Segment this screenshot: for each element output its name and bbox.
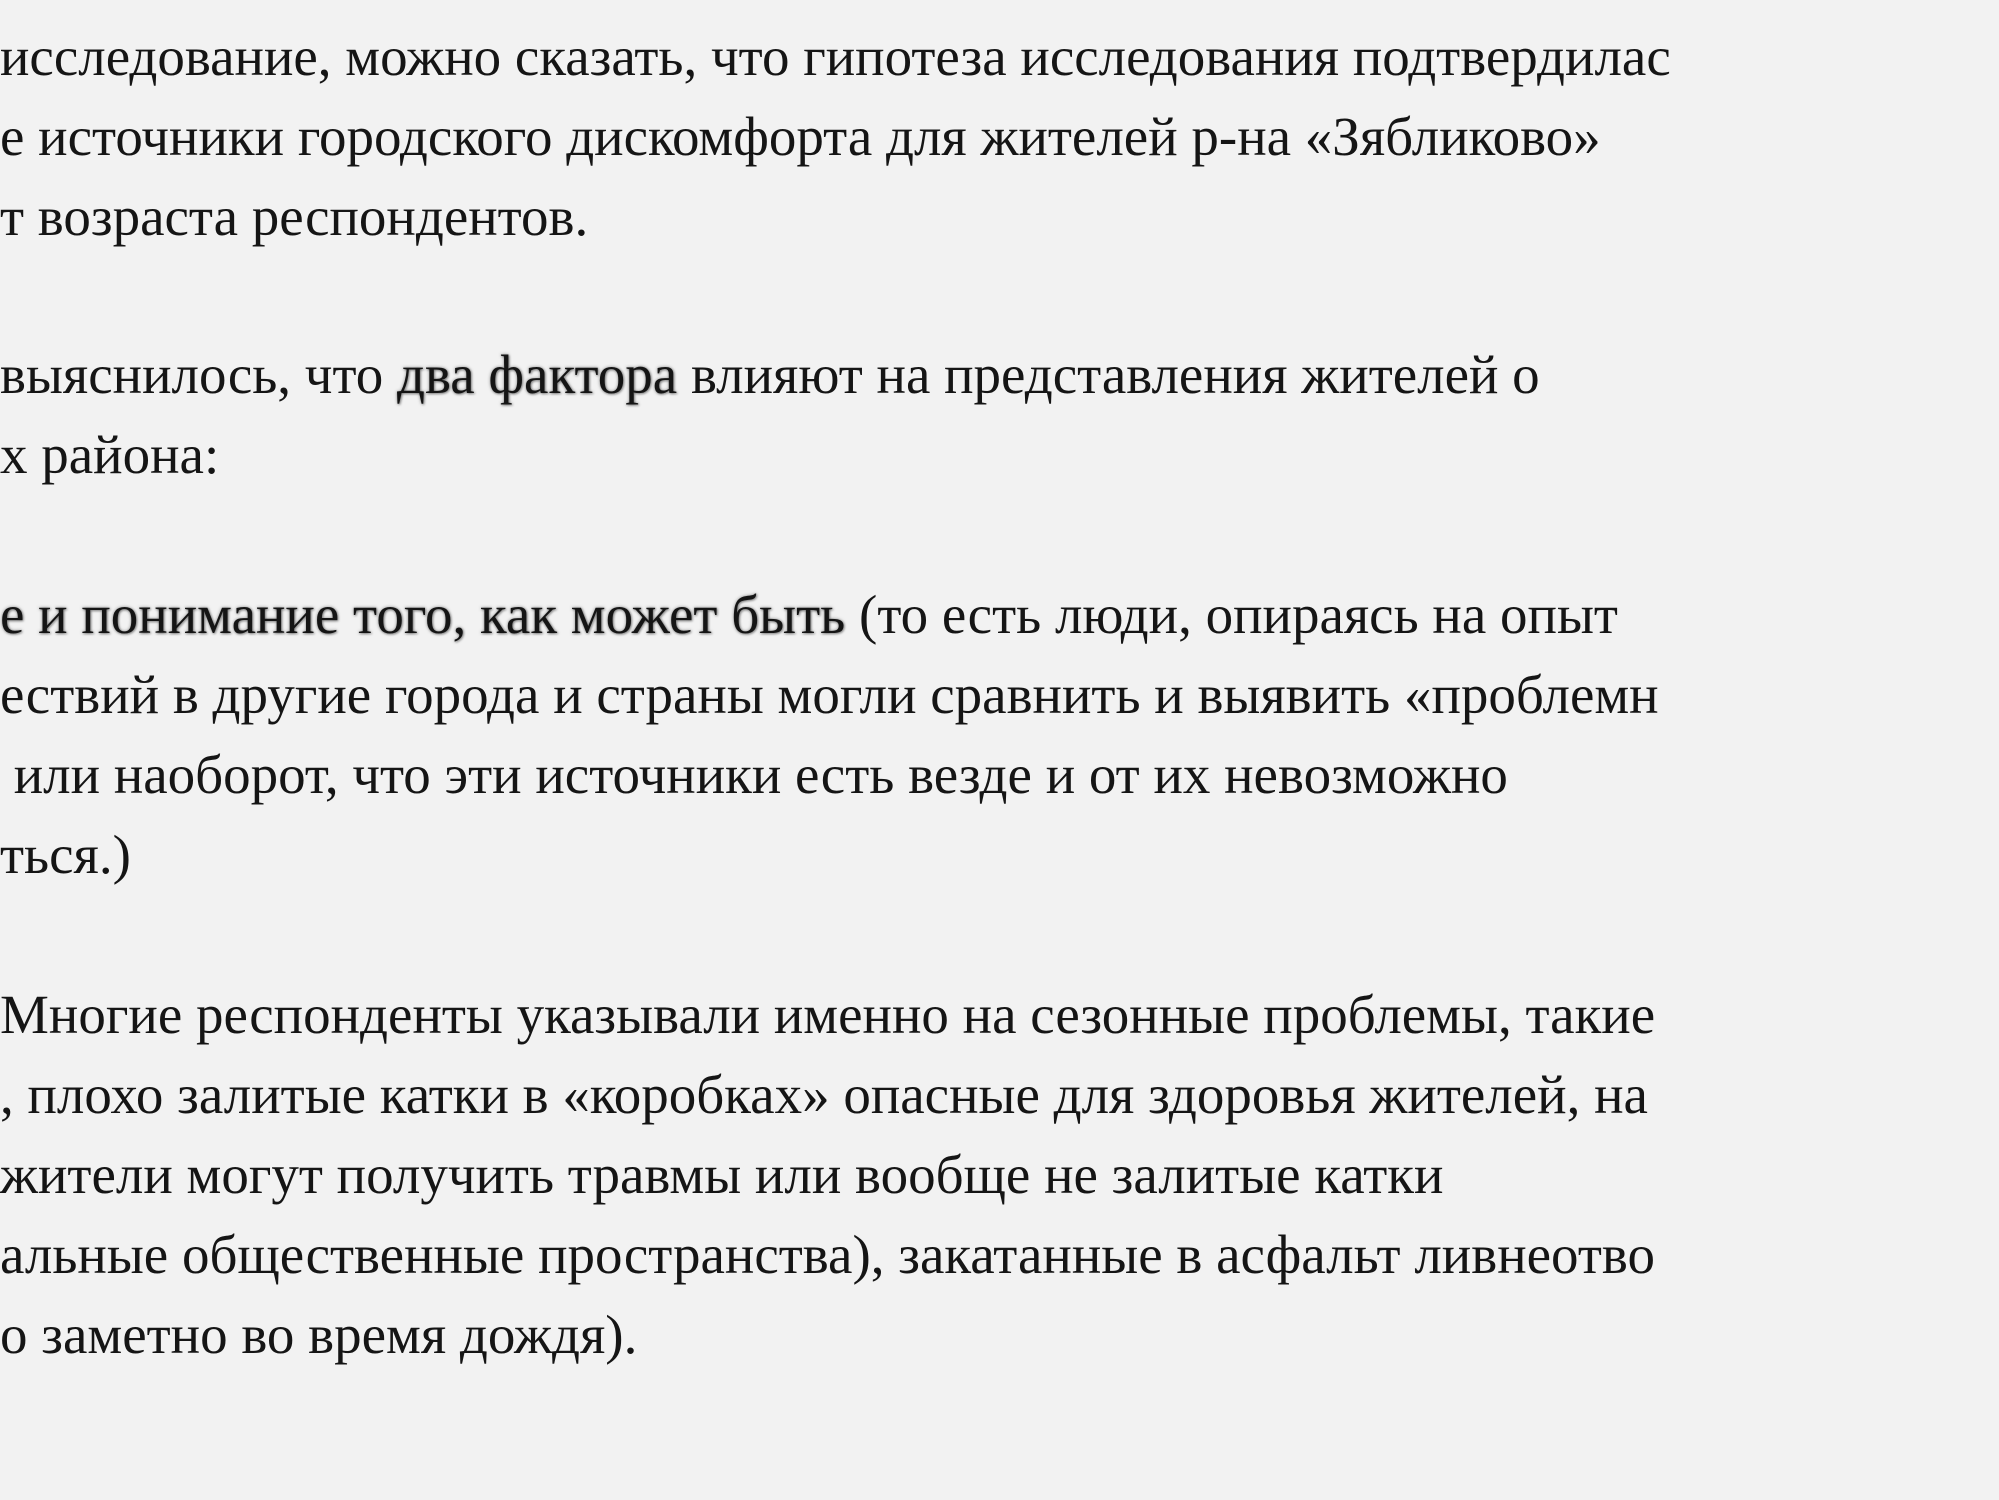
highlighted-phrase-two-factors: два фактора xyxy=(397,344,678,405)
paragraph-3-line-1-end: (то есть люди, опираясь на опыт xyxy=(845,584,1618,645)
paragraph-3-line-4: ться.) xyxy=(0,824,131,885)
paragraph-4-line-3: жители могут получить травмы или вообще не залитые катки xyxy=(0,1144,1444,1205)
paragraph-4-line-4: альные общественные пространства), закатанные в асфальт ливнеотво xyxy=(0,1224,1655,1285)
paragraph-4-line-5: о заметно во время дождя). xyxy=(0,1304,638,1365)
paragraph-2-line-1-start: выяснилось, что xyxy=(0,344,398,405)
paragraph-1-line-1: исследование, можно сказать, что гипотеза исследования подтвердилас xyxy=(0,26,1671,87)
paragraph-1-line-2: е источники городского дискомфорта для жителей р-на «Зябликово» xyxy=(0,106,1601,167)
paragraph-4-line-1: Многие респонденты указывали именно на сезонные проблемы, такие xyxy=(0,984,1656,1045)
paragraph-2-line-1 xyxy=(0,335,1540,415)
highlighted-phrase-understanding: е и понимание того, как может быть xyxy=(0,584,846,645)
paragraph-2-line-2: х района: xyxy=(0,424,220,485)
paragraph-3-line-1 xyxy=(0,575,1618,655)
paragraph-1-line-3: т возраста респондентов. xyxy=(0,186,589,247)
paragraph-3-line-2: ествий в другие города и страны могли сравнить и выявить «проблемн xyxy=(0,664,1659,725)
paragraph-3-line-3: или наоборот, что эти источники есть везде и от их невозможно xyxy=(0,744,1508,805)
paragraph-4-line-2: , плохо залитые катки в «коробках» опасные для здоровья жителей, на xyxy=(0,1064,1648,1125)
paragraph-2-line-1-end: влияют на представления жителей о xyxy=(677,344,1540,405)
